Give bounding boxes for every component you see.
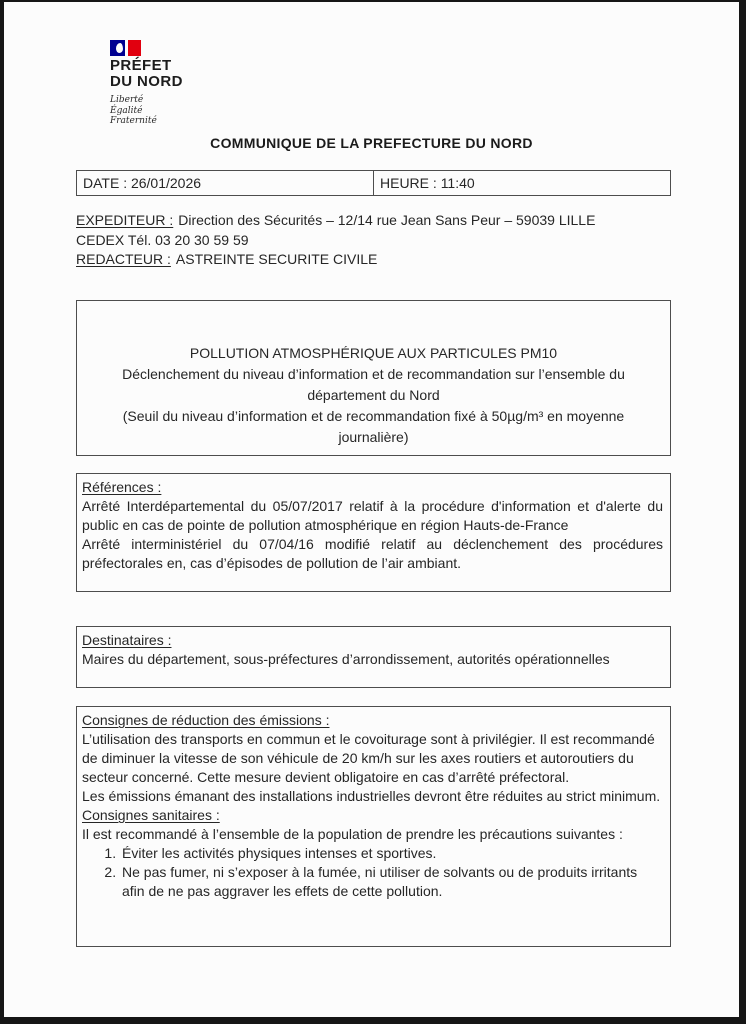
- heure-label: HEURE :: [380, 175, 437, 191]
- consignes-list: [82, 844, 663, 901]
- references-para2: Arrêté interministériel du 07/04/16 modifié relatif au déclenchement des procédures préfectorales en, cas d’épisodes de pollution de l’air ambiant.: [82, 536, 663, 571]
- logo-motto: [110, 95, 183, 127]
- consignes-box: [76, 706, 671, 947]
- motto-fraternite: Fraternité: [110, 116, 157, 126]
- destinataires-heading: Destinataires :: [82, 632, 172, 648]
- references-box: [76, 473, 671, 592]
- references-heading: Références :: [82, 479, 162, 495]
- references-para1: Arrêté Interdépartemental du 05/07/2017 relatif à la procédure d'information et d'alerte du public en cas de pointe de pollution atmosphérique en région Hauts-de-France: [82, 498, 663, 533]
- redacteur-value: ASTREINTE SECURITE CIVILE: [175, 251, 378, 267]
- subject-box: [76, 300, 671, 456]
- document-title: COMMUNIQUE DE LA PREFECTURE DU NORD: [210, 135, 533, 151]
- subject-line1: POLLUTION ATMOSPHÉRIQUE AUX PARTICULES PM10: [189, 345, 558, 361]
- consigne-item-2: 2. Ne pas fumer, ni s’exposer à la fumée, ni utiliser de solvants ou de produits irritants afin de ne pas aggraver les effets de cette pollution.: [120, 863, 663, 901]
- consignes-industrie-para: Les émissions émanant des installations industrielles devront être réduites au strict minimum.: [82, 788, 661, 804]
- date-cell: [77, 171, 374, 195]
- motto-egalite: Égalité: [110, 105, 143, 116]
- destinataires-body: Maires du département, sous-préfectures d’arrondissement, autorités opérationnelles: [82, 651, 610, 667]
- subject-line2: Déclenchement du niveau d’information et de recommandation sur l’ensemble du département du Nord: [122, 366, 625, 403]
- flag-red-block: [128, 40, 141, 56]
- logo-prefet-line2: DU NORD: [110, 73, 183, 90]
- date-label: DATE :: [83, 175, 128, 191]
- consignes-sanitaires-heading: Consignes sanitaires :: [82, 807, 220, 823]
- heure-cell: [374, 171, 670, 195]
- consignes-transport-para: L’utilisation des transports en commun et le covoiturage sont à privilégier. Il est recommandé de diminuer la vitesse de son véhicule de 20 km/h sur les axes routiers et autoroutiers du secteur concerné. Cette mesure devient obligatoire en cas d’arrêté préfectoral.: [82, 731, 655, 785]
- expediteur-line: [76, 211, 638, 250]
- prefecture-logo: [110, 40, 183, 127]
- date-heure-table: [76, 170, 671, 196]
- consigne-item-1: 1. Éviter les activités physiques intenses et sportives.: [120, 844, 663, 863]
- marianne-figure-icon: [116, 43, 123, 53]
- motto-liberte: Liberté: [110, 95, 144, 105]
- subject-line3: (Seuil du niveau d’information et de recommandation fixé à 50µg/m³ en moyenne journalière): [122, 408, 625, 445]
- logo-prefet-line1: PRÉFET: [110, 57, 172, 74]
- redacteur-label: REDACTEUR :: [76, 251, 171, 267]
- flag-blue-block: [110, 40, 125, 56]
- heure-value: 11:40: [440, 175, 475, 191]
- document-page: [4, 2, 739, 1017]
- expediteur-value: Direction des Sécurités – 12/14 rue Jean Sans Peur – 59039 LILLE CEDEX Tél. 03 20 30 59 59: [76, 212, 596, 248]
- expediteur-label: EXPEDITEUR :: [76, 212, 174, 228]
- destinataires-box: [76, 626, 671, 688]
- sender-block: [76, 211, 638, 270]
- redacteur-line: [76, 250, 638, 270]
- french-flag-icon: [110, 40, 183, 56]
- date-value: 26/01/2026: [130, 175, 202, 191]
- consignes-population-para: Il est recommandé à l’ensemble de la population de prendre les précautions suivantes :: [82, 826, 623, 842]
- consignes-emissions-heading: Consignes de réduction des émissions :: [82, 712, 330, 728]
- logo-prefet-name: [110, 58, 183, 90]
